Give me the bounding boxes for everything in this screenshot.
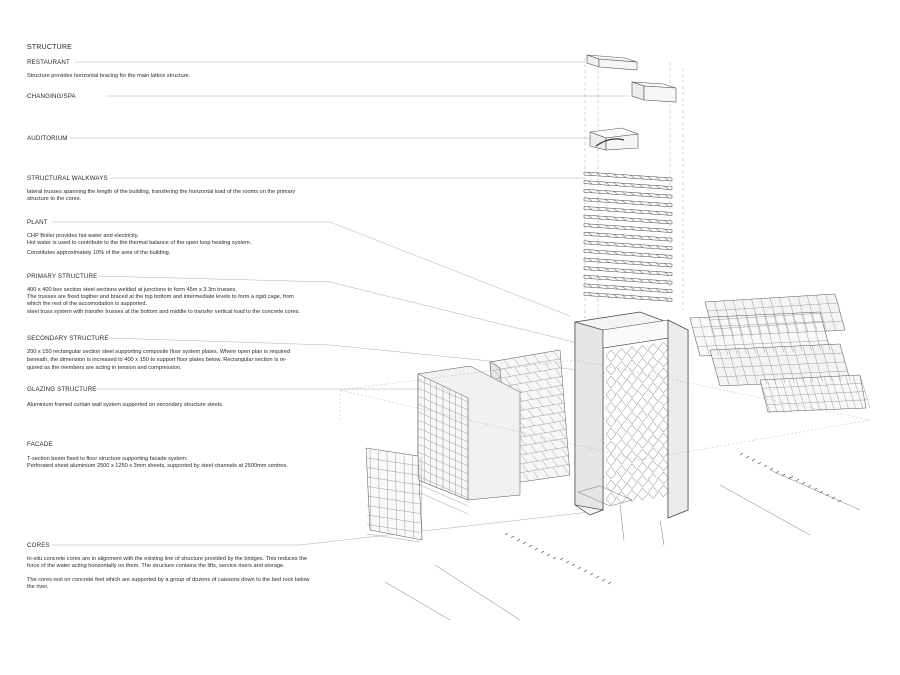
lattice-cell (617, 491, 627, 503)
lattice-cell (638, 345, 648, 357)
lattice-cell (627, 399, 637, 411)
caisson-mark (553, 557, 556, 559)
lattice-cell (606, 402, 616, 414)
lattice-cell (606, 389, 616, 401)
lattice-cell (659, 342, 669, 354)
primary-lattice-infill (606, 342, 669, 505)
lattice-cell (617, 426, 627, 438)
lattice-cell (606, 493, 616, 505)
structural-walkways-heading: STRUCTURAL WALKWAYS (27, 175, 108, 182)
lattice-cell (638, 397, 648, 409)
caisson-mark (547, 554, 550, 556)
lattice-cell (627, 412, 637, 424)
caisson-mark (535, 548, 538, 550)
changing-spa-heading: CHANGING/SPA (27, 93, 76, 100)
structural-walkways-stack (584, 172, 672, 301)
lattice-cell (627, 373, 637, 385)
lattice-cell (638, 462, 648, 474)
caisson-mark (802, 482, 805, 484)
lattice-cell (638, 371, 648, 383)
caisson-mark (758, 462, 761, 464)
caisson-mark (505, 533, 508, 535)
lattice-cell (659, 407, 669, 419)
lattice-cell (627, 347, 637, 359)
cores-desc-line-4: The cores rest on concrete feet which are supported by a group of dozens of caissons down to the bed rock below (27, 577, 310, 583)
lattice-cell (648, 357, 658, 369)
lattice-cell (606, 428, 616, 440)
cores-desc-line-5: the river. (27, 584, 49, 590)
lattice-cell (606, 376, 616, 388)
glazing-structure-heading: GLAZING STRUCTURE (27, 386, 97, 393)
lattice-cell (638, 436, 648, 448)
lattice-cell (627, 477, 637, 489)
lattice-cell (627, 425, 637, 437)
caisson-mark (572, 564, 575, 566)
lattice-cell (627, 451, 637, 463)
lattice-cell (659, 420, 669, 432)
restaurant-volume (587, 55, 637, 70)
lattice-cell (627, 386, 637, 398)
cores-desc-line-1: In-situ concrete cores are in alignment with the existing line of structure provided by the bridges. This reduces the (27, 556, 308, 562)
caisson-mark (752, 459, 755, 461)
lattice-cell (659, 381, 669, 393)
plant-desc-line-2: Hot water is used to contribute to the the thermal balance of the open loop heating system. (27, 240, 252, 246)
lattice-cell (617, 387, 627, 399)
lattice-cell (638, 423, 648, 435)
primary-desc-line-3: which the rest of the accomodation is supported. (27, 301, 148, 307)
lattice-cell (606, 415, 616, 427)
primary-structure-heading: PRIMARY STRUCTURE (27, 273, 98, 280)
lattice-cell (659, 355, 669, 367)
caisson-mark (596, 576, 599, 578)
lattice-cell (638, 410, 648, 422)
lattice-cell (627, 464, 637, 476)
caisson-mark (764, 465, 767, 467)
lattice-cell (617, 452, 627, 464)
lattice-cell (648, 461, 658, 473)
lattice-cell (617, 478, 627, 490)
lattice-cell (659, 472, 669, 484)
lattice-cell (606, 363, 616, 375)
facade-heading: FACADE (27, 441, 53, 448)
lattice-cell (617, 413, 627, 425)
lattice-cell (617, 465, 627, 477)
caisson-mark (566, 561, 569, 563)
lattice-cell (617, 361, 627, 373)
lattice-cell (648, 396, 658, 408)
lattice-cell (648, 474, 658, 486)
lattice-cell (648, 383, 658, 395)
lattice-cell (606, 441, 616, 453)
primary-desc-line-2: The trusses are fixed togther and braced at the top bottom and intermediate levels to form a rigid cage, from (27, 294, 295, 300)
plant-desc-line-1: CHP Boiler provides hot water and electricity. (27, 233, 139, 239)
caisson-mark (560, 558, 563, 560)
lattice-cell (659, 446, 669, 458)
caisson-mark (511, 536, 514, 538)
lattice-cell (617, 348, 627, 360)
lattice-cell (627, 360, 637, 372)
cores-desc-line-2: force of the water acting horizontally on them. The structure contains the lifts, service risers and storage. (27, 563, 285, 569)
plant-desc-line-3: Constitutes approximately 10% of the area of the building. (27, 250, 171, 256)
walkways-desc-line-2: structure to the cores. (27, 196, 82, 202)
page-title: STRUCTURE (27, 44, 72, 51)
primary-structure-frame (575, 312, 688, 518)
secondary-desc-line-1: 200 x 150 rectangular section steel supporting composite floor system plates. Where open plan is required (27, 349, 291, 355)
secondary-structure-heading: SECONDARY STRUCTURE (27, 335, 109, 342)
caisson-mark (541, 551, 544, 553)
lattice-cell (606, 467, 616, 479)
walkways-desc-line-1: lateral trusses spanning the length of the building, transfering the horizontal load of the rooms on the primary (27, 189, 296, 195)
auditorium-volume (590, 128, 638, 150)
lattice-cell (648, 422, 658, 434)
secondary-desc-line-2: beneath, the dimension is increased to 400 x 150 to support floor plates below. Rectangular section is re- (27, 357, 287, 363)
lattice-cell (617, 374, 627, 386)
facade-desc-line-1: T-section beam fixed to floor structure supporting facade system: (27, 456, 188, 462)
caisson-mark (590, 573, 593, 575)
caisson-mark (740, 453, 743, 455)
lattice-cell (659, 459, 669, 471)
lattice-cell (627, 438, 637, 450)
lattice-cell (638, 475, 648, 487)
facade-desc-line-2: Perforated sheet aluminium 2500 x 1250 x 3mm sheets, supported by steel channels at 2500mm centres. (27, 463, 288, 469)
caisson-mark (529, 545, 532, 547)
caisson-mark (517, 539, 520, 541)
lattice-cell (659, 368, 669, 380)
caisson-mark (808, 485, 811, 487)
caisson-mark (578, 567, 581, 569)
caisson-mark (796, 479, 799, 481)
caisson-mark (790, 476, 793, 478)
lattice-cell (648, 344, 658, 356)
restaurant-desc-line-1: Structure provides horizontal bracing for the main lattice structure. (27, 73, 191, 79)
lattice-cell (659, 394, 669, 406)
lattice-cell (638, 358, 648, 370)
cores-heading: CORES (27, 542, 50, 549)
lattice-cell (648, 370, 658, 382)
caisson-mark (584, 570, 587, 572)
lattice-cell (617, 400, 627, 412)
restaurant-heading: RESTAURANT (27, 59, 70, 66)
plant-heading: PLANT (27, 219, 48, 226)
lattice-cell (638, 384, 648, 396)
lattice-cell (648, 448, 658, 460)
lattice-cell (659, 485, 669, 497)
caisson-mark (770, 468, 773, 470)
lattice-cell (659, 433, 669, 445)
secondary-desc-line-3: quired as the members are acting in tension and compression. (27, 365, 182, 371)
lattice-cell (648, 487, 658, 499)
changing-spa-volume (632, 82, 676, 102)
caisson-mark (746, 456, 749, 458)
caisson-mark (602, 579, 605, 581)
lattice-cell (606, 350, 616, 362)
caisson-mark (523, 542, 526, 544)
glazing-desc-line-1: Aluminium framed curtain wall system supported on secondary structure steels. (27, 402, 224, 408)
lattice-cell (617, 439, 627, 451)
lattice-cell (606, 480, 616, 492)
primary-desc-line-1: 400 x 400 box section steel sections welded at junctions to form 45m x 3.3m trusses. (27, 287, 237, 293)
caisson-mark (608, 582, 611, 584)
lattice-cell (648, 409, 658, 421)
primary-desc-line-4: steel truss system with transfer trusses at the bottom and middle to transfer vertical load to the concrete cores. (27, 309, 300, 315)
lattice-cell (648, 435, 658, 447)
lattice-cell (638, 488, 648, 500)
auditorium-heading: AUDITORIUM (27, 135, 68, 142)
lattice-cell (606, 454, 616, 466)
